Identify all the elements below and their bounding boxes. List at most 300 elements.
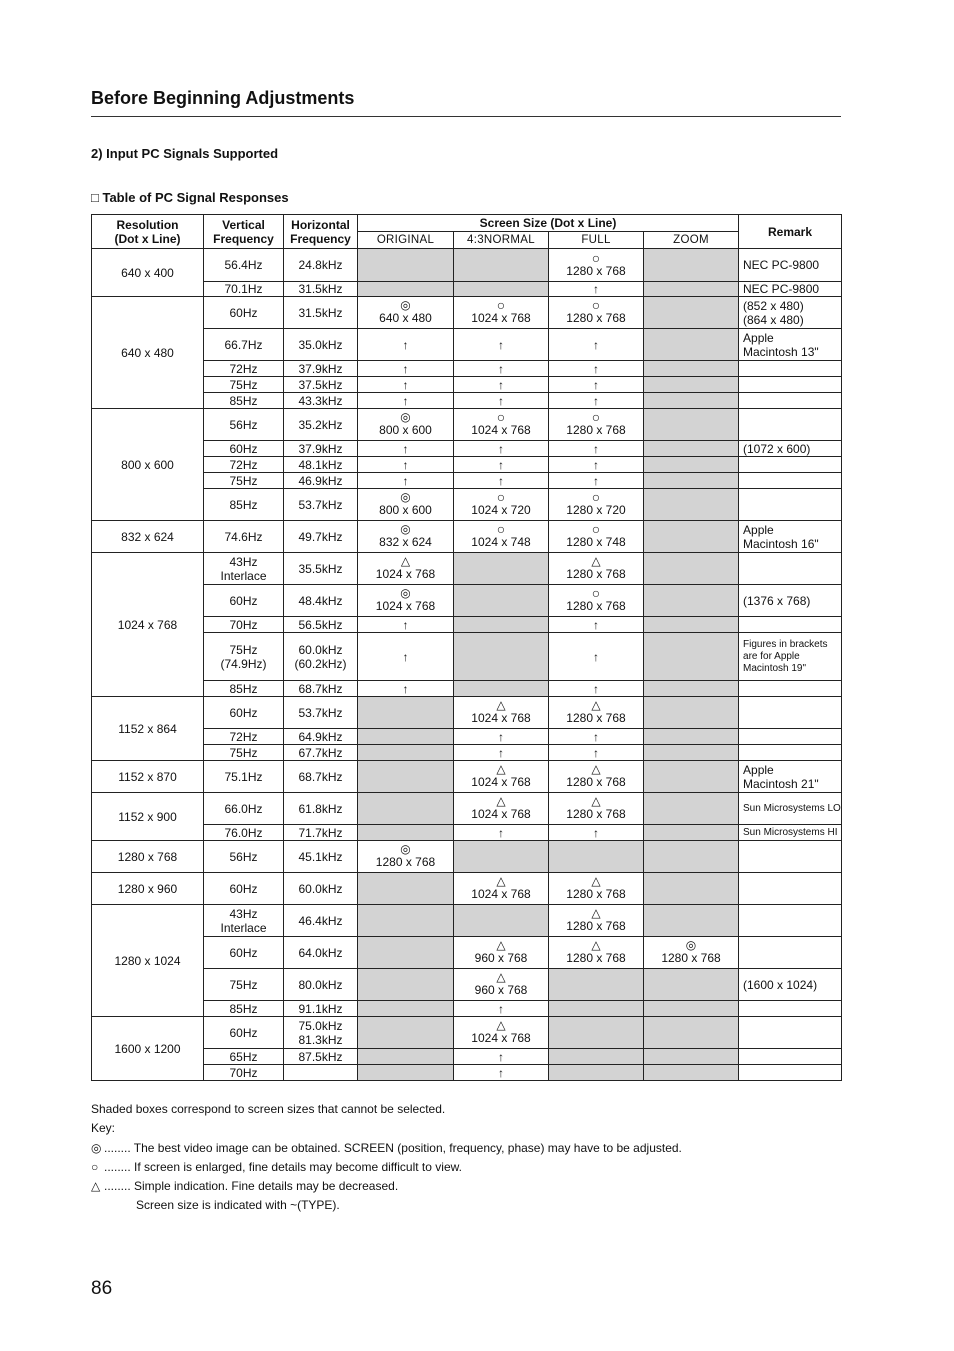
up-arrow-icon: ↑ xyxy=(593,457,599,472)
table-row xyxy=(92,825,842,841)
screen-size-value: 1024 x 768 xyxy=(375,599,436,613)
circle-icon: ○ xyxy=(591,297,601,313)
screen-normal-cell xyxy=(454,377,549,393)
screen-original-cell xyxy=(358,457,454,473)
up-arrow-icon: ↑ xyxy=(498,393,504,408)
horizontal-frequency-cell: 87.5kHz xyxy=(284,1049,358,1065)
screen-zoom-cell xyxy=(644,873,739,905)
screen-size-value: 1280 x 768 xyxy=(566,951,626,965)
screen-original-cell xyxy=(358,409,454,441)
screen-original-cell xyxy=(358,1065,454,1081)
screen-normal-cell xyxy=(454,697,549,729)
screen-zoom-cell xyxy=(644,297,739,329)
screen-original-cell xyxy=(358,361,454,377)
screen-zoom-cell xyxy=(644,282,739,297)
horizontal-frequency-cell: 60.0kHz (60.2kHz) xyxy=(284,633,358,681)
screen-full-cell xyxy=(549,841,644,873)
triangle-icon: △ xyxy=(400,554,411,568)
screen-zoom-cell xyxy=(644,697,739,729)
screen-full-cell xyxy=(549,617,644,633)
screen-size-value: 1024 x 768 xyxy=(471,887,531,901)
screen-original-cell xyxy=(358,1049,454,1065)
vertical-frequency-cell: 56Hz xyxy=(204,409,284,441)
screen-original-cell xyxy=(358,377,454,393)
resolution-cell: 800 x 600 xyxy=(92,409,204,521)
screen-zoom-cell xyxy=(644,793,739,825)
vertical-frequency-cell: 66.0Hz xyxy=(204,793,284,825)
remark-cell xyxy=(739,409,842,441)
remark-cell xyxy=(739,937,842,969)
screen-original-cell xyxy=(358,249,454,282)
screen-zoom-cell xyxy=(644,393,739,409)
header-original: ORIGINAL xyxy=(358,232,454,249)
up-arrow-icon: ↑ xyxy=(402,457,409,472)
up-arrow-icon: ↑ xyxy=(498,361,504,376)
screen-original-cell xyxy=(358,681,454,697)
up-arrow-icon: ↑ xyxy=(402,337,409,352)
table-row xyxy=(92,1049,842,1065)
screen-zoom-cell xyxy=(644,1065,739,1081)
screen-normal-cell xyxy=(454,473,549,489)
up-arrow-icon: ↑ xyxy=(498,457,504,472)
screen-zoom-cell xyxy=(644,553,739,585)
title-divider xyxy=(91,116,841,117)
screen-full-cell xyxy=(549,441,644,457)
up-arrow-icon: ↑ xyxy=(593,282,599,296)
vertical-frequency-cell: 66.7Hz xyxy=(204,329,284,361)
circle-icon: ○ xyxy=(591,409,601,425)
screen-zoom-cell xyxy=(644,441,739,457)
triangle-icon: △ xyxy=(591,874,601,888)
remark-cell xyxy=(739,393,842,409)
remark-cell: (852 x 480) (864 x 480) xyxy=(739,297,842,329)
screen-full-cell xyxy=(549,761,644,793)
table-row xyxy=(92,1065,842,1081)
remark-cell xyxy=(739,1001,842,1017)
horizontal-frequency-cell: 91.1kHz xyxy=(284,1001,358,1017)
up-arrow-icon: ↑ xyxy=(593,617,599,632)
header-full: FULL xyxy=(549,232,644,249)
remark-cell: NEC PC-9800 xyxy=(739,282,842,297)
screen-zoom-cell xyxy=(644,905,739,937)
screen-size-value: 800 x 600 xyxy=(379,503,432,517)
vertical-frequency-cell: 75Hz xyxy=(204,377,284,393)
vertical-frequency-cell: 70Hz xyxy=(204,1065,284,1081)
resolution-cell: 1280 x 1024 xyxy=(92,905,204,1017)
screen-zoom-cell xyxy=(644,1049,739,1065)
header-screen-size: Screen Size (Dot x Line) xyxy=(358,215,739,232)
header-zoom: ZOOM xyxy=(644,232,739,249)
screen-zoom-cell xyxy=(644,249,739,282)
remark-cell xyxy=(739,745,842,761)
triangle-icon: △ xyxy=(591,906,601,920)
vertical-frequency-cell: 70.1Hz xyxy=(204,282,284,297)
screen-size-value: 1280 x 768 xyxy=(566,599,626,613)
screen-full-cell xyxy=(549,282,644,297)
vertical-frequency-cell: 85Hz xyxy=(204,1001,284,1017)
screen-full-cell xyxy=(549,1017,644,1049)
screen-size-value: 1024 x 768 xyxy=(471,711,531,725)
triangle-icon: △ xyxy=(496,698,506,712)
up-arrow-icon: ↑ xyxy=(402,361,409,376)
remark-cell xyxy=(739,377,842,393)
shaded-note: Shaded boxes correspond to screen sizes that cannot be selected. xyxy=(91,1102,446,1116)
screen-full-cell xyxy=(549,489,644,521)
screen-normal-cell xyxy=(454,282,549,297)
screen-zoom-cell xyxy=(644,521,739,553)
screen-size-value: 1024 x 768 xyxy=(471,1031,531,1045)
double-circle-icon: ◎ xyxy=(400,410,411,424)
screen-full-cell xyxy=(549,905,644,937)
vertical-frequency-cell: 85Hz xyxy=(204,489,284,521)
screen-full-cell xyxy=(549,249,644,282)
screen-original-cell xyxy=(358,329,454,361)
screen-size-value: 1280 x 768 xyxy=(566,311,626,325)
up-arrow-icon: ↑ xyxy=(593,825,599,840)
circle-icon: ○ xyxy=(496,489,506,505)
screen-zoom-cell xyxy=(644,457,739,473)
horizontal-frequency-cell: 46.4kHz xyxy=(284,905,358,937)
screen-size-value: 1280 x 768 xyxy=(566,807,626,821)
vertical-frequency-cell: 75Hz (74.9Hz) xyxy=(204,633,284,681)
table-row xyxy=(92,841,842,873)
screen-size-value: 1280 x 768 xyxy=(566,887,626,901)
vertical-frequency-cell: 56.4Hz xyxy=(204,249,284,282)
up-arrow-icon: ↑ xyxy=(593,393,599,408)
screen-size-value: 1024 x 768 xyxy=(471,423,531,437)
triangle-icon: △ xyxy=(91,1179,101,1193)
double-circle-icon: ◎ xyxy=(400,490,411,504)
circle-icon: ○ xyxy=(591,585,601,601)
screen-original-cell xyxy=(358,761,454,793)
horizontal-frequency-cell: 56.5kHz xyxy=(284,617,358,633)
horizontal-frequency-cell: 64.0kHz xyxy=(284,937,358,969)
screen-full-cell xyxy=(549,681,644,697)
table-row xyxy=(92,393,842,409)
table-row xyxy=(92,409,842,441)
up-arrow-icon: ↑ xyxy=(498,1065,504,1080)
screen-original-cell xyxy=(358,1001,454,1017)
horizontal-frequency-cell: 71.7kHz xyxy=(284,825,358,841)
triangle-icon: △ xyxy=(591,938,601,952)
up-arrow-icon: ↑ xyxy=(402,681,409,696)
table-row xyxy=(92,1017,842,1049)
up-arrow-icon: ↑ xyxy=(593,441,599,456)
screen-normal-cell xyxy=(454,1001,549,1017)
header-resolution: Resolution (Dot x Line) xyxy=(92,215,204,249)
screen-size-value: 1280 x 768 xyxy=(566,423,626,437)
table-row xyxy=(92,905,842,937)
screen-full-cell xyxy=(549,393,644,409)
vertical-frequency-cell: 60Hz xyxy=(204,585,284,617)
resolution-cell: 1152 x 864 xyxy=(92,697,204,761)
table-row xyxy=(92,745,842,761)
screen-zoom-cell xyxy=(644,633,739,681)
table-row xyxy=(92,377,842,393)
screen-original-cell xyxy=(358,282,454,297)
screen-original-cell xyxy=(358,729,454,745)
remark-cell xyxy=(739,473,842,489)
screen-size-value: 1024 x 768 xyxy=(471,311,531,325)
screen-size-value: 1280 x 768 xyxy=(661,951,721,965)
screen-original-cell xyxy=(358,745,454,761)
screen-size-value: 1280 x 768 xyxy=(566,263,626,278)
resolution-cell: 1152 x 900 xyxy=(92,793,204,841)
screen-zoom-cell xyxy=(644,1017,739,1049)
vertical-frequency-cell: 85Hz xyxy=(204,681,284,697)
screen-full-cell xyxy=(549,969,644,1001)
screen-normal-cell xyxy=(454,825,549,841)
table-heading: □ Table of PC Signal Responses xyxy=(91,190,289,205)
screen-zoom-cell xyxy=(644,489,739,521)
double-circle-icon: ◎ xyxy=(400,522,411,536)
vertical-frequency-cell: 72Hz xyxy=(204,729,284,745)
screen-zoom-cell xyxy=(644,729,739,745)
screen-normal-cell xyxy=(454,249,549,282)
resolution-cell: 1280 x 768 xyxy=(92,841,204,873)
screen-original-cell xyxy=(358,697,454,729)
screen-original-cell xyxy=(358,969,454,1001)
screen-zoom-cell xyxy=(644,473,739,489)
vertical-frequency-cell: 72Hz xyxy=(204,361,284,377)
header-horizontal-frequency: Horizontal Frequency xyxy=(284,215,358,249)
screen-zoom-cell xyxy=(644,825,739,841)
screen-size-value: 1280 x 768 xyxy=(566,567,626,581)
screen-original-cell xyxy=(358,393,454,409)
up-arrow-icon: ↑ xyxy=(593,361,599,376)
horizontal-frequency-cell: 37.9kHz xyxy=(284,441,358,457)
vertical-frequency-cell: 60Hz xyxy=(204,1017,284,1049)
up-arrow-icon: ↑ xyxy=(593,649,599,664)
remark-cell: Apple Macintosh 13" xyxy=(739,329,842,361)
vertical-frequency-cell: 60Hz xyxy=(204,937,284,969)
screen-normal-cell xyxy=(454,409,549,441)
remark-cell: Sun Microsystems LO xyxy=(739,793,842,825)
triangle-icon: △ xyxy=(591,698,601,712)
page-title: Before Beginning Adjustments xyxy=(91,88,355,108)
horizontal-frequency-cell xyxy=(284,1065,358,1081)
screen-normal-cell xyxy=(454,1049,549,1065)
horizontal-frequency-cell: 48.1kHz xyxy=(284,457,358,473)
up-arrow-icon: ↑ xyxy=(402,473,409,488)
table-row xyxy=(92,697,842,729)
up-arrow-icon: ↑ xyxy=(498,337,504,352)
screen-zoom-cell xyxy=(644,1001,739,1017)
horizontal-frequency-cell: 53.7kHz xyxy=(284,489,358,521)
double-circle-icon: ◎ xyxy=(685,938,697,952)
up-arrow-icon: ↑ xyxy=(593,337,599,352)
screen-size-value: 1280 x 748 xyxy=(566,535,626,549)
screen-size-value: 960 x 768 xyxy=(474,951,528,965)
up-arrow-icon: ↑ xyxy=(593,377,599,392)
resolution-cell: 1152 x 870 xyxy=(92,761,204,793)
screen-size-value: 800 x 600 xyxy=(379,423,432,437)
table-row xyxy=(92,793,842,825)
horizontal-frequency-cell: 80.0kHz xyxy=(284,969,358,1001)
vertical-frequency-cell: 43Hz Interlace xyxy=(204,905,284,937)
table-row xyxy=(92,937,842,969)
screen-zoom-cell xyxy=(644,585,739,617)
remark-cell xyxy=(739,1049,842,1065)
vertical-frequency-cell: 70Hz xyxy=(204,617,284,633)
triangle-icon: △ xyxy=(496,970,506,984)
key-simple: △ ........ Simple indication. Fine details may be decreased. xyxy=(91,1179,399,1193)
screen-original-cell xyxy=(358,441,454,457)
horizontal-frequency-cell: 49.7kHz xyxy=(284,521,358,553)
double-circle-icon: ◎ xyxy=(400,842,411,856)
screen-normal-cell xyxy=(454,969,549,1001)
up-arrow-icon: ↑ xyxy=(498,377,504,392)
horizontal-frequency-cell: 35.5kHz xyxy=(284,553,358,585)
header-4-3-normal: 4:3NORMAL xyxy=(454,232,549,249)
resolution-cell: 640 x 480 xyxy=(92,297,204,409)
screen-normal-cell xyxy=(454,633,549,681)
screen-normal-cell xyxy=(454,617,549,633)
vertical-frequency-cell: 60Hz xyxy=(204,441,284,457)
screen-full-cell xyxy=(549,1049,644,1065)
remark-cell xyxy=(739,361,842,377)
screen-zoom-cell xyxy=(644,377,739,393)
circle-icon: ○ xyxy=(91,1160,99,1174)
remark-cell: Sun Microsystems HI xyxy=(739,825,842,841)
screen-original-cell xyxy=(358,633,454,681)
remark-cell: Apple Macintosh 16" xyxy=(739,521,842,553)
screen-normal-cell xyxy=(454,553,549,585)
circle-icon: ○ xyxy=(496,409,506,425)
screen-size-value: 1280 x 768 xyxy=(566,711,626,725)
remark-cell xyxy=(739,729,842,745)
screen-normal-cell xyxy=(454,1017,549,1049)
up-arrow-icon: ↑ xyxy=(498,441,504,456)
remark-cell xyxy=(739,553,842,585)
screen-original-cell xyxy=(358,553,454,585)
double-circle-icon: ◎ xyxy=(91,1141,102,1155)
horizontal-frequency-cell: 61.8kHz xyxy=(284,793,358,825)
table-row xyxy=(92,969,842,1001)
key-simple-note: Screen size is indicated with ~(TYPE). xyxy=(136,1198,340,1212)
screen-normal-cell xyxy=(454,1065,549,1081)
up-arrow-icon: ↑ xyxy=(402,377,409,392)
horizontal-frequency-cell: 35.2kHz xyxy=(284,409,358,441)
table-row xyxy=(92,457,842,473)
resolution-cell: 832 x 624 xyxy=(92,521,204,553)
screen-size-value: 1280 x 768 xyxy=(375,855,436,869)
screen-full-cell xyxy=(549,361,644,377)
screen-normal-cell xyxy=(454,761,549,793)
triangle-icon: △ xyxy=(591,794,601,808)
remark-cell xyxy=(739,873,842,905)
table-row xyxy=(92,633,842,681)
circle-icon: ○ xyxy=(591,489,601,505)
table-row xyxy=(92,761,842,793)
up-arrow-icon: ↑ xyxy=(498,729,504,744)
screen-full-cell xyxy=(549,1001,644,1017)
table-row xyxy=(92,521,842,553)
table-row xyxy=(92,329,842,361)
screen-full-cell xyxy=(549,793,644,825)
screen-normal-cell xyxy=(454,745,549,761)
screen-normal-cell xyxy=(454,585,549,617)
screen-size-value: 1280 x 768 xyxy=(566,919,626,933)
screen-normal-cell xyxy=(454,937,549,969)
screen-full-cell xyxy=(549,873,644,905)
screen-original-cell xyxy=(358,617,454,633)
vertical-frequency-cell: 85Hz xyxy=(204,393,284,409)
screen-zoom-cell xyxy=(644,761,739,793)
screen-full-cell xyxy=(549,825,644,841)
screen-normal-cell xyxy=(454,681,549,697)
key-label: Key: xyxy=(91,1121,116,1135)
page-number: 86 xyxy=(91,1278,113,1299)
horizontal-frequency-cell: 48.4kHz xyxy=(284,585,358,617)
screen-zoom-cell xyxy=(644,841,739,873)
screen-original-cell xyxy=(358,1017,454,1049)
up-arrow-icon: ↑ xyxy=(498,473,504,488)
table-row xyxy=(92,441,842,457)
screen-original-cell xyxy=(358,489,454,521)
up-arrow-icon: ↑ xyxy=(593,745,599,760)
table-body xyxy=(92,249,842,1081)
vertical-frequency-cell: 65Hz xyxy=(204,1049,284,1065)
screen-full-cell xyxy=(549,409,644,441)
remark-cell: (1600 x 1024) xyxy=(739,969,842,1001)
horizontal-frequency-cell: 46.9kHz xyxy=(284,473,358,489)
key-fine: ○ ........ If screen is enlarged, fine details may become difficult to view. xyxy=(91,1160,462,1174)
horizontal-frequency-cell: 37.5kHz xyxy=(284,377,358,393)
screen-normal-cell xyxy=(454,489,549,521)
horizontal-frequency-cell: 53.7kHz xyxy=(284,697,358,729)
table-row xyxy=(92,1001,842,1017)
up-arrow-icon: ↑ xyxy=(498,825,504,840)
horizontal-frequency-cell: 37.9kHz xyxy=(284,361,358,377)
vertical-frequency-cell: 75.1Hz xyxy=(204,761,284,793)
screen-full-cell xyxy=(549,377,644,393)
triangle-icon: △ xyxy=(496,874,506,888)
table-row xyxy=(92,473,842,489)
vertical-frequency-cell: 43Hz Interlace xyxy=(204,553,284,585)
remark-cell: (1376 x 768) xyxy=(739,585,842,617)
vertical-frequency-cell: 75Hz xyxy=(204,745,284,761)
screen-size-value: 1024 x 768 xyxy=(471,807,531,821)
remark-cell: Figures in brackets are for Apple Macintosh 19" xyxy=(739,633,842,681)
triangle-icon: △ xyxy=(496,1018,506,1032)
up-arrow-icon: ↑ xyxy=(498,1001,504,1016)
vertical-frequency-cell: 75Hz xyxy=(204,473,284,489)
key-best: ◎ ........ The best video image can be obtained. SCREEN (position, frequency, phase) may have to be adjusted. xyxy=(91,1141,682,1155)
screen-normal-cell xyxy=(454,393,549,409)
up-arrow-icon: ↑ xyxy=(498,745,504,760)
screen-original-cell xyxy=(358,825,454,841)
triangle-icon: △ xyxy=(496,794,506,808)
screen-original-cell xyxy=(358,585,454,617)
circle-icon: ○ xyxy=(591,249,601,266)
resolution-cell: 1600 x 1200 xyxy=(92,1017,204,1081)
circle-icon: ○ xyxy=(591,521,601,537)
screen-zoom-cell xyxy=(644,409,739,441)
screen-normal-cell xyxy=(454,873,549,905)
remark-cell xyxy=(739,905,842,937)
screen-normal-cell xyxy=(454,521,549,553)
up-arrow-icon: ↑ xyxy=(402,441,409,456)
double-circle-icon: ◎ xyxy=(400,298,411,312)
screen-full-cell xyxy=(549,1065,644,1081)
table-row xyxy=(92,489,842,521)
circle-icon: ○ xyxy=(496,297,506,313)
screen-size-value: 1024 x 720 xyxy=(471,503,531,517)
vertical-frequency-cell: 72Hz xyxy=(204,457,284,473)
screen-zoom-cell xyxy=(644,329,739,361)
screen-normal-cell xyxy=(454,729,549,745)
